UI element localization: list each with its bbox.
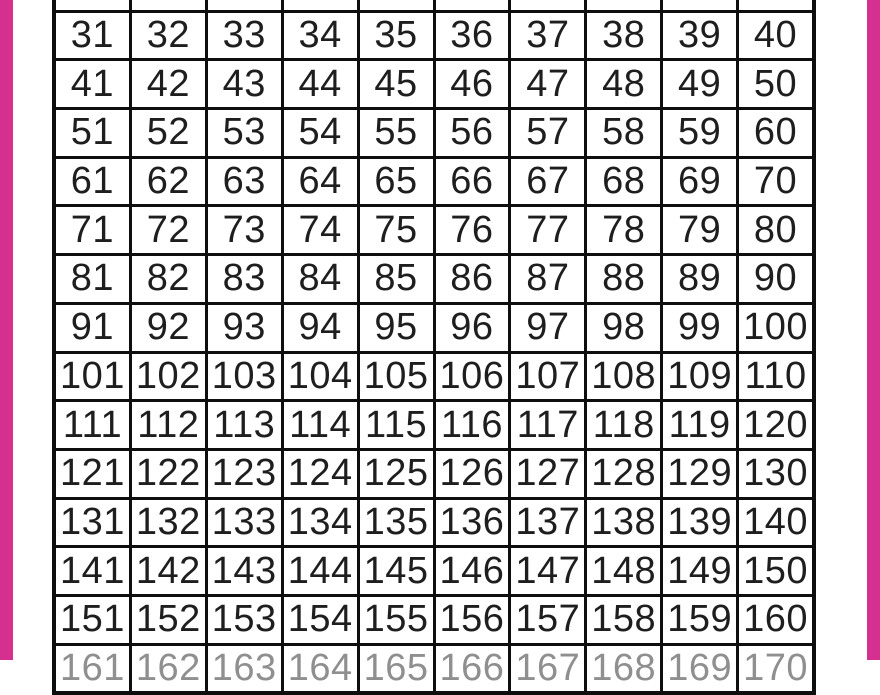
number-cell: 39 (663, 13, 736, 59)
number-cell: 60 (739, 110, 812, 156)
number-cell: 48 (587, 61, 660, 107)
number-cell: 46 (436, 61, 509, 107)
number-cell: 152 (132, 597, 205, 643)
number-cell: 161 (56, 646, 129, 692)
number-cell: 45 (360, 61, 433, 107)
number-cell: 111 (56, 402, 129, 448)
number-cell: 43 (208, 61, 281, 107)
number-cell: 141 (56, 548, 129, 594)
number-cell: 62 (132, 159, 205, 205)
number-cell: 56 (436, 110, 509, 156)
number-cell: 125 (360, 451, 433, 497)
number-cell (360, 0, 433, 10)
number-cell: 76 (436, 207, 509, 253)
number-cell: 63 (208, 159, 281, 205)
number-cell: 100 (739, 305, 812, 351)
number-cell: 142 (132, 548, 205, 594)
number-cell: 109 (663, 354, 736, 400)
number-cell: 156 (436, 597, 509, 643)
number-cell: 73 (208, 207, 281, 253)
number-cell: 54 (284, 110, 357, 156)
number-cell: 67 (511, 159, 584, 205)
number-cell: 126 (436, 451, 509, 497)
number-cell: 44 (284, 61, 357, 107)
number-cell: 89 (663, 256, 736, 302)
number-cell: 51 (56, 110, 129, 156)
number-cell: 41 (56, 61, 129, 107)
number-cell: 115 (360, 402, 433, 448)
number-cell: 138 (587, 500, 660, 546)
number-cell: 84 (284, 256, 357, 302)
number-cell (284, 0, 357, 10)
number-cell: 159 (663, 597, 736, 643)
number-cell: 96 (436, 305, 509, 351)
number-cell: 83 (208, 256, 281, 302)
number-cell: 80 (739, 207, 812, 253)
number-cell: 70 (739, 159, 812, 205)
number-cell: 107 (511, 354, 584, 400)
number-cell: 157 (511, 597, 584, 643)
number-cell: 68 (587, 159, 660, 205)
number-cell: 162 (132, 646, 205, 692)
number-cell: 140 (739, 500, 812, 546)
number-cell: 103 (208, 354, 281, 400)
number-cell: 93 (208, 305, 281, 351)
number-cell: 166 (436, 646, 509, 692)
right-pink-border-stripe (867, 0, 880, 660)
number-cell: 122 (132, 451, 205, 497)
number-cell: 57 (511, 110, 584, 156)
number-cell: 139 (663, 500, 736, 546)
number-cell: 92 (132, 305, 205, 351)
number-cell: 34 (284, 13, 357, 59)
number-cell: 49 (663, 61, 736, 107)
number-cell: 164 (284, 646, 357, 692)
number-cell: 170 (739, 646, 812, 692)
number-cell: 74 (284, 207, 357, 253)
number-cell: 135 (360, 500, 433, 546)
number-cell: 120 (739, 402, 812, 448)
number-cell: 47 (511, 61, 584, 107)
number-cell: 147 (511, 548, 584, 594)
number-cell: 130 (739, 451, 812, 497)
number-cell: 75 (360, 207, 433, 253)
number-cell: 32 (132, 13, 205, 59)
number-cell: 98 (587, 305, 660, 351)
left-pink-border-stripe (0, 0, 13, 660)
number-cell: 132 (132, 500, 205, 546)
number-cell: 104 (284, 354, 357, 400)
number-cell: 77 (511, 207, 584, 253)
number-cell: 38 (587, 13, 660, 59)
number-cell: 66 (436, 159, 509, 205)
number-cell: 149 (663, 548, 736, 594)
number-cell: 153 (208, 597, 281, 643)
number-cell: 101 (56, 354, 129, 400)
number-cell: 95 (360, 305, 433, 351)
number-cell: 128 (587, 451, 660, 497)
number-cell: 90 (739, 256, 812, 302)
number-cell: 78 (587, 207, 660, 253)
number-cell: 114 (284, 402, 357, 448)
number-cell: 167 (511, 646, 584, 692)
number-cell: 119 (663, 402, 736, 448)
number-cell: 150 (739, 548, 812, 594)
number-cell (663, 0, 736, 10)
number-cell: 151 (56, 597, 129, 643)
number-cell (208, 0, 281, 10)
number-cell: 86 (436, 256, 509, 302)
number-cell: 33 (208, 13, 281, 59)
number-cell: 91 (56, 305, 129, 351)
number-cell: 160 (739, 597, 812, 643)
number-cell: 108 (587, 354, 660, 400)
number-cell: 65 (360, 159, 433, 205)
number-cell: 79 (663, 207, 736, 253)
number-cell: 105 (360, 354, 433, 400)
number-cell: 118 (587, 402, 660, 448)
number-cell: 53 (208, 110, 281, 156)
number-cell: 35 (360, 13, 433, 59)
number-cell: 148 (587, 548, 660, 594)
number-cell: 145 (360, 548, 433, 594)
number-cell: 87 (511, 256, 584, 302)
number-cell: 112 (132, 402, 205, 448)
number-cell: 163 (208, 646, 281, 692)
number-cell: 106 (436, 354, 509, 400)
number-chart-table (52, 0, 816, 695)
number-cell (739, 0, 812, 10)
number-cell: 121 (56, 451, 129, 497)
number-cell: 82 (132, 256, 205, 302)
number-cell: 136 (436, 500, 509, 546)
number-cell: 59 (663, 110, 736, 156)
number-cell: 94 (284, 305, 357, 351)
number-cell: 127 (511, 451, 584, 497)
number-cell: 31 (56, 13, 129, 59)
number-cell: 155 (360, 597, 433, 643)
number-cell (511, 0, 584, 10)
number-cell: 116 (436, 402, 509, 448)
number-cell (436, 0, 509, 10)
number-cell: 97 (511, 305, 584, 351)
number-cell (56, 0, 129, 10)
number-cell: 88 (587, 256, 660, 302)
number-cell: 146 (436, 548, 509, 594)
number-cell: 117 (511, 402, 584, 448)
number-cell: 69 (663, 159, 736, 205)
number-cell: 110 (739, 354, 812, 400)
number-cell: 55 (360, 110, 433, 156)
number-cell: 129 (663, 451, 736, 497)
number-cell: 143 (208, 548, 281, 594)
number-cell: 36 (436, 13, 509, 59)
number-cell: 42 (132, 61, 205, 107)
number-cell: 50 (739, 61, 812, 107)
number-cell: 37 (511, 13, 584, 59)
number-cell: 131 (56, 500, 129, 546)
number-cell: 102 (132, 354, 205, 400)
number-cell: 134 (284, 500, 357, 546)
number-cell: 144 (284, 548, 357, 594)
number-cell: 124 (284, 451, 357, 497)
number-cell: 165 (360, 646, 433, 692)
number-cell (587, 0, 660, 10)
number-cell: 64 (284, 159, 357, 205)
number-cell: 52 (132, 110, 205, 156)
number-cell (132, 0, 205, 10)
number-cell: 158 (587, 597, 660, 643)
number-cell: 85 (360, 256, 433, 302)
number-cell: 133 (208, 500, 281, 546)
number-cell: 123 (208, 451, 281, 497)
number-cell: 99 (663, 305, 736, 351)
number-cell: 81 (56, 256, 129, 302)
number-cell: 71 (56, 207, 129, 253)
number-cell: 113 (208, 402, 281, 448)
number-cell: 154 (284, 597, 357, 643)
number-cell: 61 (56, 159, 129, 205)
number-cell: 72 (132, 207, 205, 253)
number-cell: 169 (663, 646, 736, 692)
number-cell: 40 (739, 13, 812, 59)
number-cell: 168 (587, 646, 660, 692)
number-cell: 137 (511, 500, 584, 546)
number-cell: 58 (587, 110, 660, 156)
